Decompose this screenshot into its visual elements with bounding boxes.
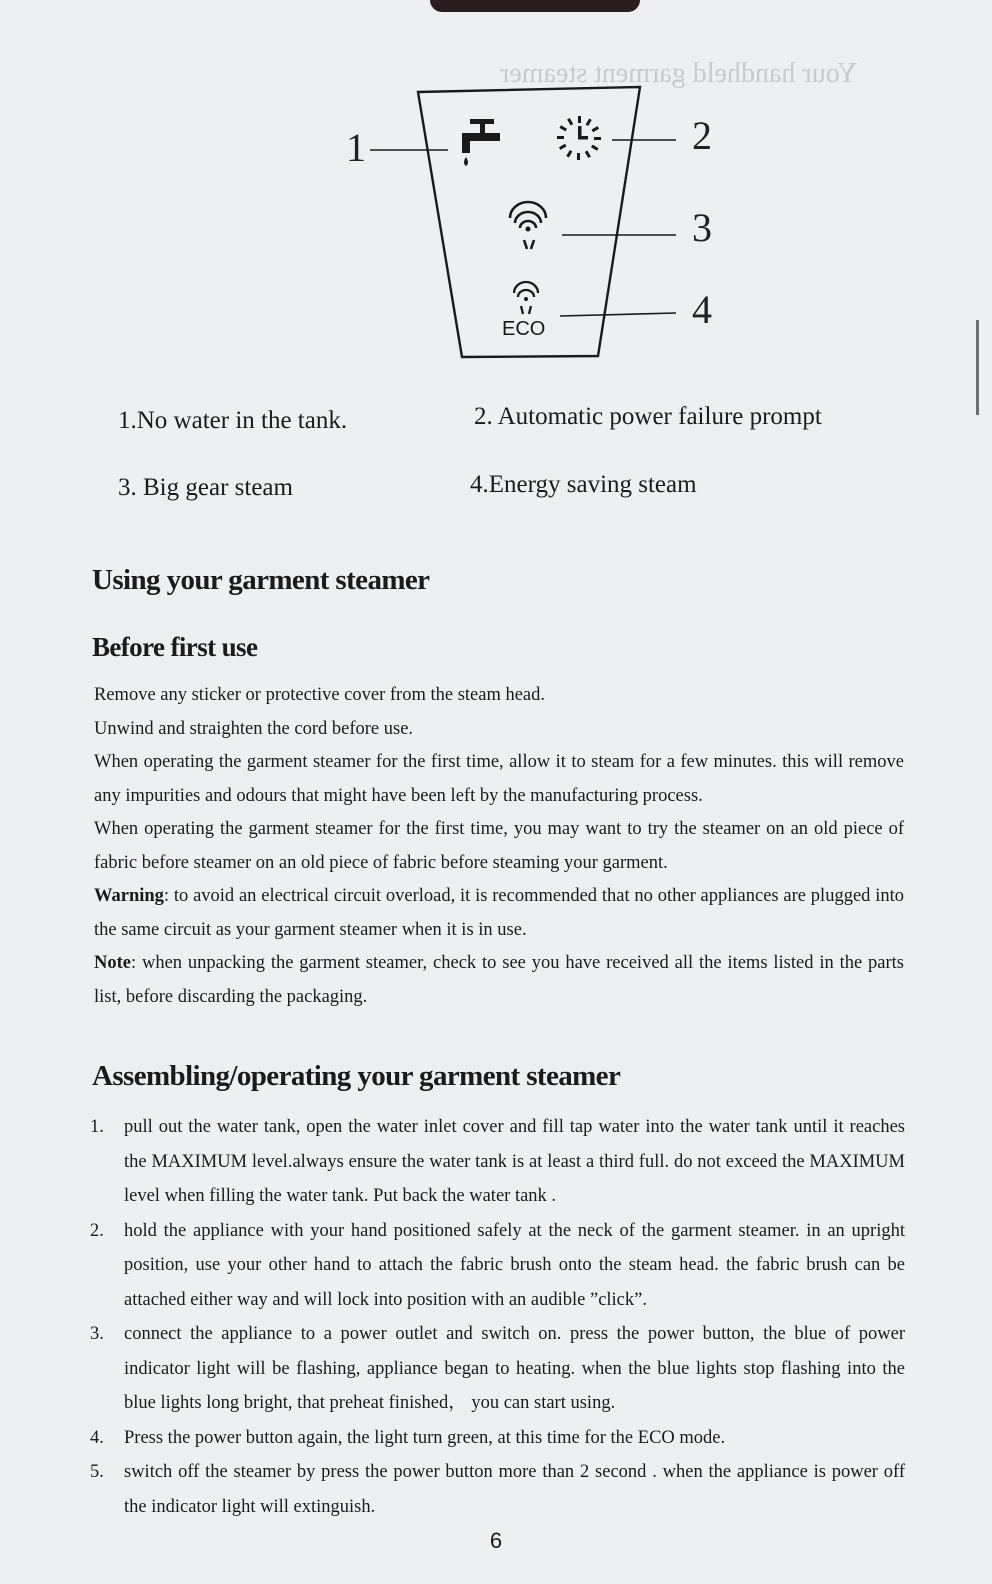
paragraph: Unwind and straighten the cord before use. — [94, 718, 414, 739]
step-text: pull out the water tank, open the water inlet cover and fill tap water into the water tank until it reaches the MAXIMUM level.always ensure the water tank is at least a third full. do not exceed the MAXIMUM level when filling the water tank. Put back the water tank . — [124, 1117, 905, 1206]
control-panel-diagram — [0, 0, 992, 400]
warning-paragraph — [94, 880, 904, 947]
step-text: switch off the steamer by press the power button more than 2 second . when the appliance is power off the indicator light will extinguish. — [124, 1462, 905, 1517]
note-text: : when unpacking the garment steamer, check to see you have received all the items listed in the parts list, before discarding the packaging. — [94, 953, 904, 1007]
warning-label: Warning — [94, 886, 164, 906]
step-number: 4. — [90, 1427, 104, 1448]
paragraph: Remove any sticker or protective cover from the steam head. — [94, 685, 546, 705]
eco-steam-icon — [514, 282, 538, 314]
step-number: 3. — [90, 1324, 104, 1344]
show-through-text: Your handheld garment steamer — [500, 58, 858, 89]
power-failure-clock-icon — [557, 116, 601, 160]
step-number: 1. — [90, 1117, 104, 1137]
step-text: connect the appliance to a power outlet and switch on. press the power button, the blue of power indicator light will be flashing, appliance began to heating. when the blue lights stop flashing into the blue lights long bright, that preheat finished， you can start using. — [124, 1324, 905, 1413]
warning-text: : to avoid an electrical circuit overload, it is recommended that no other appliances are plugged into the same circuit as your garment steamer when it is in use. — [94, 886, 904, 940]
assembling-steps-list — [90, 1110, 905, 1524]
before-first-use-text — [94, 679, 904, 1014]
callout-2: 2 — [692, 113, 712, 158]
step-text: hold the appliance with your hand positioned safely at the neck of the garment steamer. in an upright position, use your other hand to attach the fabric brush onto the steam head. the fabric brush can be attached either way and will lock into position with an audible ”click”. — [124, 1220, 905, 1310]
subheading-before-first-use: Before first use — [92, 632, 258, 662]
eco-label: ECO — [502, 318, 546, 340]
page-number: 6 — [489, 1528, 503, 1553]
legend-item-4: 4.Energy saving steam — [470, 471, 697, 498]
leader-line-4 — [560, 313, 676, 316]
callout-3: 3 — [692, 205, 712, 250]
paragraph: When operating the garment steamer for the first time, allow it to steam for a few minutes. this will remove any impurities and odours that might have been left by the manufacturing process. — [94, 752, 904, 806]
step-number: 5. — [90, 1462, 104, 1482]
legend-item-2: 2. Automatic power failure prompt — [474, 403, 822, 430]
callout-1: 1 — [346, 125, 366, 170]
section-title-using: Using your garment steamer — [92, 564, 430, 596]
legend-item-3: 3. Big gear steam — [118, 474, 293, 501]
legend-item-1: 1.No water in the tank. — [118, 407, 348, 434]
callout-4: 4 — [692, 287, 712, 332]
list-item — [90, 1421, 905, 1456]
list-item — [90, 1110, 905, 1214]
panel-outline — [0, 0, 992, 400]
big-steam-icon — [510, 202, 546, 249]
list-item — [90, 1455, 905, 1524]
step-text: Press the power button again, the light turn green, at this time for the ECO mode. — [124, 1427, 726, 1448]
list-item — [90, 1214, 905, 1318]
note-label: Note — [94, 953, 131, 973]
step-number: 2. — [90, 1220, 104, 1241]
list-item — [90, 1317, 905, 1421]
paragraph: When operating the garment steamer for the first time, you may want to try the steamer on an old piece of fabric before steamer on an old piece of fabric before steaming your garment. — [94, 819, 904, 873]
note-paragraph — [94, 947, 904, 1014]
section-title-assembling: Assembling/operating your garment steamer — [92, 1060, 621, 1092]
water-tap-icon — [462, 119, 500, 166]
